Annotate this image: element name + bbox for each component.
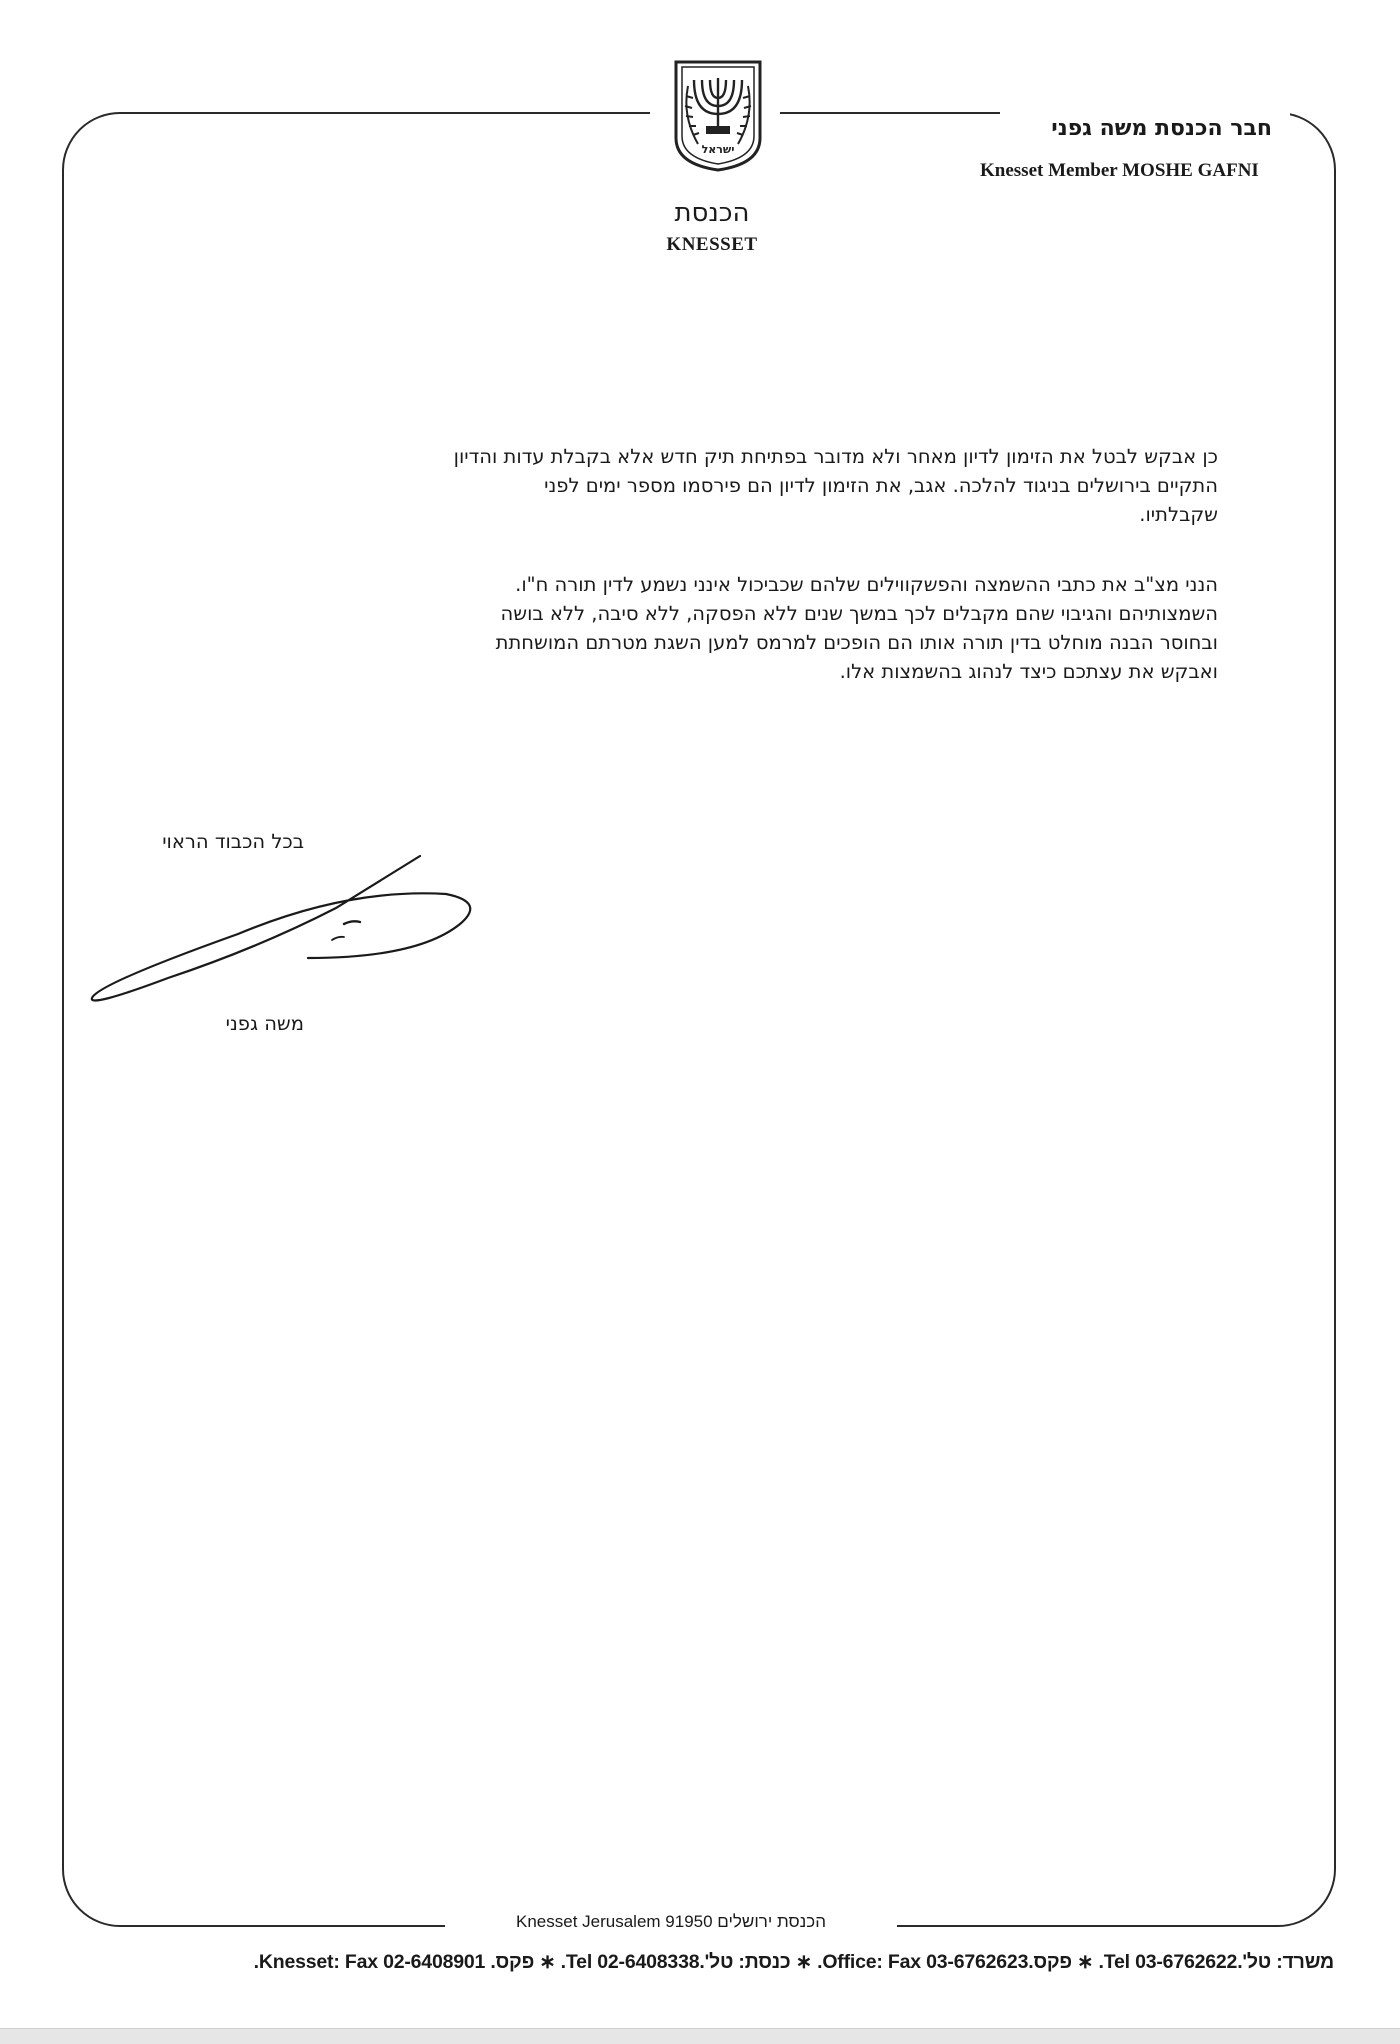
member-name-hebrew: חבר הכנסת משה גפני [1041, 116, 1282, 141]
body-line: השמצותיהם והגיבוי שהם מקבלים לכך במשך שנים ללא הפסקה, ללא סיבה, ללא בושה [500, 602, 1218, 625]
member-name-english: Knesset Member MOSHE GAFNI [980, 160, 1259, 181]
closing-salutation: בכל הכבוד הראוי [162, 830, 304, 853]
footer-contact-line: משרד: טל'.03-6762622 Tel. ∗ פקס.03-6762623 Office: Fax. ∗ כנסת: טל'.02-6408338 Tel. ∗ פקס. 02-6408901 Knesset: Fax. [253, 1951, 1334, 1973]
handwritten-signature [88, 848, 488, 1008]
knesset-title-hebrew: הכנסת [674, 198, 750, 228]
signer-name: משה גפני [225, 1012, 304, 1035]
emblem-caption: ישראל [701, 143, 735, 156]
body-line: ובחוסר הבנה מוחלט בדין תורה אותו הם הופכים למרמס למען השגת מטרתם המושחתת [495, 631, 1218, 654]
body-paragraph-2 [208, 570, 1218, 686]
body-line: הנני מצ"ב את כתבי ההשמצה והפשקווילים שלהם שכביכול אינני נשמע לדין תורה ח"ו. [515, 573, 1218, 596]
page-bottom-edge [0, 2028, 1400, 2044]
footer-address: Knesset Jerusalem 91950 הכנסת ירושלים [452, 1912, 890, 1932]
body-line: כן אבקש לבטל את הזימון לדיון מאחר ולא מדובר בפתיחת תיק חדש אלא בקבלת עדות והדיון [453, 445, 1218, 468]
knesset-emblem-icon [668, 56, 768, 176]
body-line: ואבקש את עצתכם כיצד לנהוג בהשמצות אלו. [839, 660, 1218, 683]
body-line: שקבלתיו. [1139, 503, 1218, 526]
body-paragraph-1 [208, 442, 1218, 529]
body-line: התקיים בירושלים בניגוד להלכה. אגב, את הזימון לדיון הם פירסמו מספר ימים לפני [544, 474, 1218, 497]
knesset-title-english: KNESSET [666, 234, 758, 255]
